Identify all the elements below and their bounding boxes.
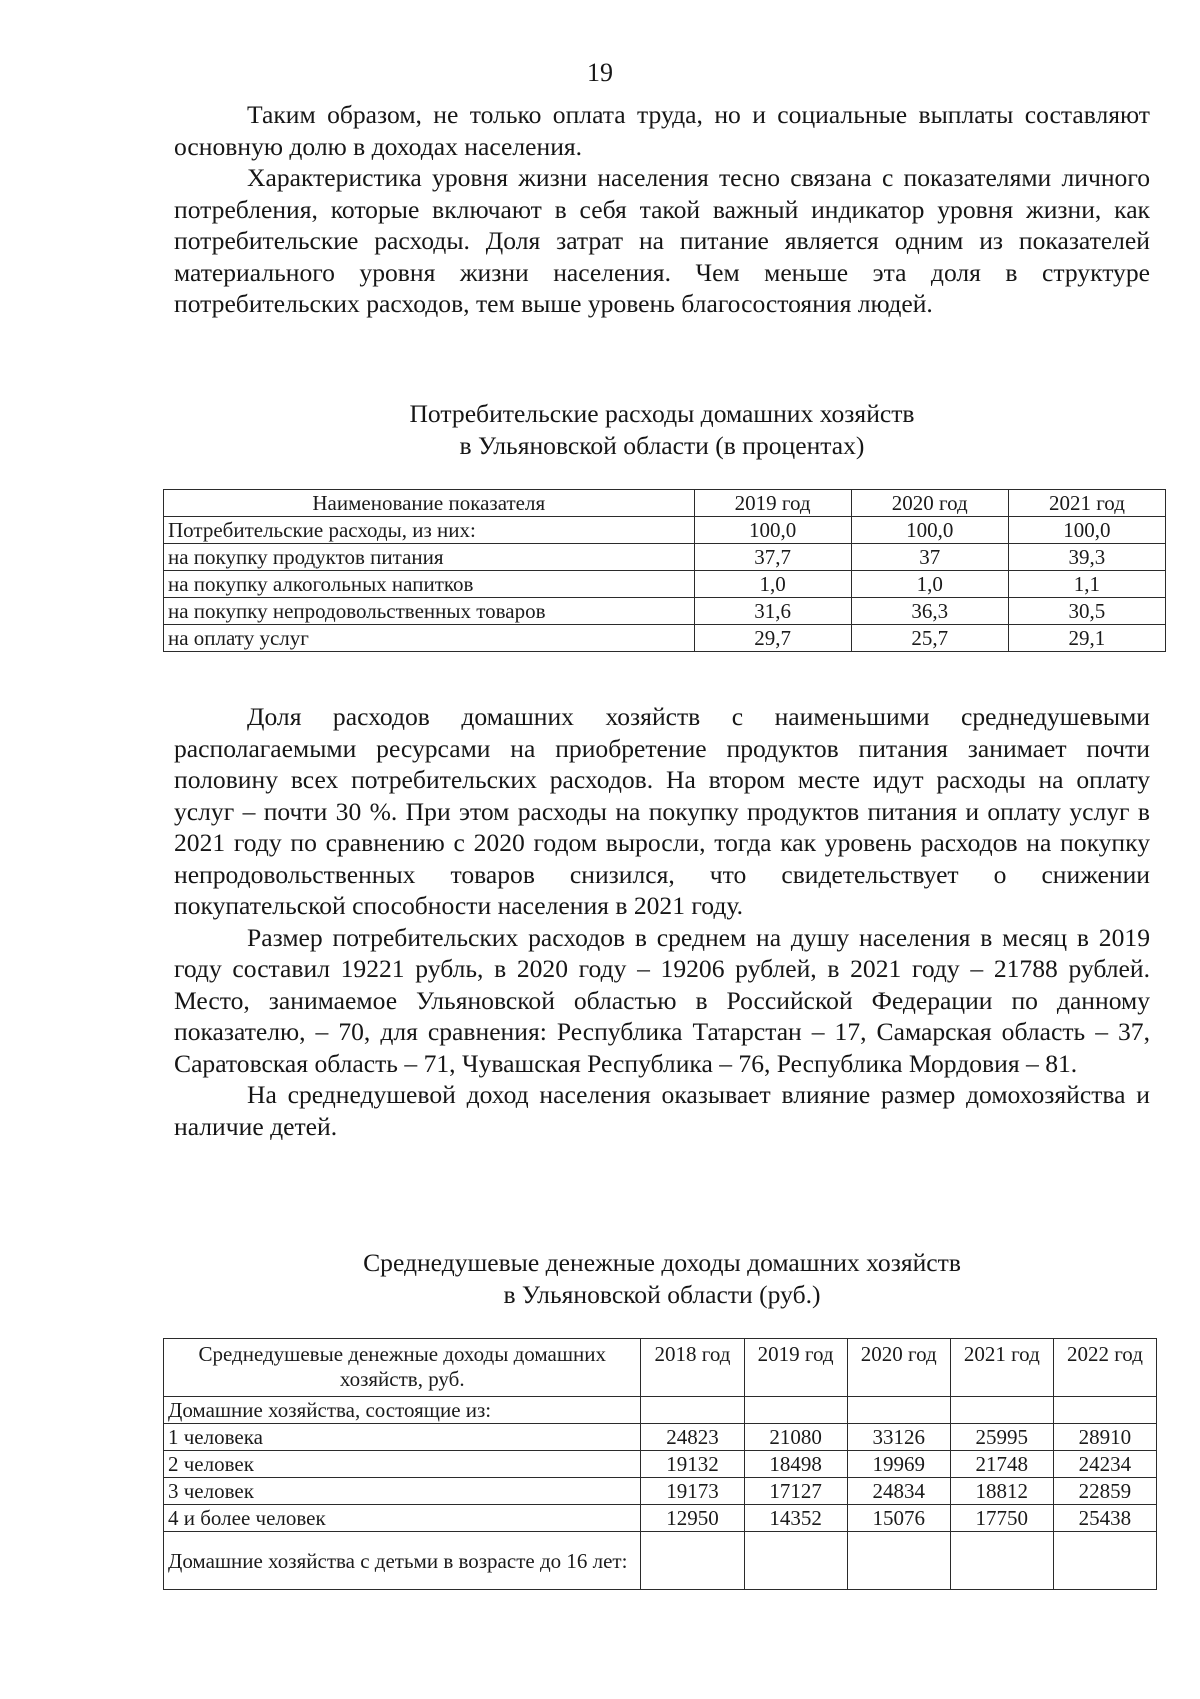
header-cell: 2019 год: [694, 490, 851, 517]
value-cell: 100,0: [851, 517, 1008, 544]
value-cell: 25995: [950, 1424, 1053, 1451]
paragraph: Доля расходов домашних хозяйств с наименьшими среднедушевыми располагаемыми ресурсами на приобретение продуктов питания занимает почти половину всех потребительских расходов. На втором месте идут расходы на оплату услуг – почти 30 %. При этом расходы на покупку продуктов питания и оплату услуг в 2021 году по сравнению с 2020 годом выросли, тогда как уровень расходов на покупку непродовольственных товаров снизился, что свидетельствует о снижении покупательской способности населения в 2021 году.: [174, 702, 1150, 920]
value-cell: 1,0: [694, 571, 851, 598]
header-cell: Наименование показателя: [164, 490, 695, 517]
paragraph: Таким образом, не только оплата труда, но и социальные выплаты составляют основную долю в доходах населения.: [174, 100, 1150, 161]
row-label: Потребительские расходы, из них:: [164, 517, 695, 544]
empty-cell: [950, 1532, 1053, 1590]
per-capita-income-table: [163, 1338, 1157, 1590]
value-cell: 25438: [1053, 1505, 1156, 1532]
value-cell: 37: [851, 544, 1008, 571]
table-group-row: [164, 1397, 1157, 1424]
consumer-expenses-table: [163, 489, 1166, 652]
paragraph: Характеристика уровня жизни населения тесно связана с показателями личного потребления, которые включают в себя такой важный индикатор уровня жизни, как потребительские расходы. Доля затрат на питание является одним из показателей материального уровня жизни населения. Чем меньше эта доля в структуре потребительских расходов, тем выше уровень благосостояния людей.: [174, 163, 1150, 318]
value-cell: 37,7: [694, 544, 851, 571]
value-cell: 100,0: [1008, 517, 1165, 544]
value-cell: 21748: [950, 1451, 1053, 1478]
value-cell: 1,1: [1008, 571, 1165, 598]
value-cell: 30,5: [1008, 598, 1165, 625]
table-row: [164, 1451, 1157, 1478]
value-cell: 1,0: [851, 571, 1008, 598]
header-cell: 2022 год: [1053, 1339, 1156, 1397]
empty-cell: [744, 1532, 847, 1590]
value-cell: 28910: [1053, 1424, 1156, 1451]
value-cell: 18498: [744, 1451, 847, 1478]
empty-cell: [641, 1397, 744, 1424]
table-row: [164, 598, 1166, 625]
value-cell: 17127: [744, 1478, 847, 1505]
row-label: 1 человека: [164, 1424, 641, 1451]
table2-title-line2: в Ульяновской области (руб.): [503, 1280, 821, 1309]
value-cell: 39,3: [1008, 544, 1165, 571]
table-row: [164, 1424, 1157, 1451]
row-label: на покупку непродовольственных товаров: [164, 598, 695, 625]
table1-title-line2: в Ульяновской области (в процентах): [459, 431, 865, 460]
value-cell: 29,1: [1008, 625, 1165, 652]
row-label: 3 человек: [164, 1478, 641, 1505]
table1-caption: [174, 398, 1150, 462]
value-cell: 19969: [847, 1451, 950, 1478]
middle-text: [174, 701, 1150, 1142]
value-cell: 100,0: [694, 517, 851, 544]
table-header-row: [164, 490, 1166, 517]
empty-cell: [847, 1397, 950, 1424]
row-label: на покупку алкогольных напитков: [164, 571, 695, 598]
empty-cell: [950, 1397, 1053, 1424]
value-cell: 24834: [847, 1478, 950, 1505]
table2-caption: [174, 1247, 1150, 1311]
value-cell: 24234: [1053, 1451, 1156, 1478]
table2-title-line1: Среднедушевые денежные доходы домашних хозяйств: [363, 1248, 961, 1277]
value-cell: 25,7: [851, 625, 1008, 652]
value-cell: 24823: [641, 1424, 744, 1451]
header-cell: 2021 год: [950, 1339, 1053, 1397]
table-row: [164, 625, 1166, 652]
table-row: [164, 1478, 1157, 1505]
header-cell: Среднедушевые денежные доходы домашних хозяйств, руб.: [164, 1339, 641, 1397]
empty-cell: [1053, 1397, 1156, 1424]
empty-cell: [1053, 1532, 1156, 1590]
intro-text: [174, 99, 1150, 320]
value-cell: 29,7: [694, 625, 851, 652]
group-label: Домашние хозяйства с детьми в возрасте до 16 лет:: [164, 1532, 641, 1590]
empty-cell: [641, 1532, 744, 1590]
table-row: [164, 571, 1166, 598]
table-row: [164, 544, 1166, 571]
empty-cell: [744, 1397, 847, 1424]
header-cell: 2020 год: [847, 1339, 950, 1397]
value-cell: 12950: [641, 1505, 744, 1532]
header-cell: 2021 год: [1008, 490, 1165, 517]
value-cell: 21080: [744, 1424, 847, 1451]
value-cell: 14352: [744, 1505, 847, 1532]
header-cell: 2018 год: [641, 1339, 744, 1397]
value-cell: 19173: [641, 1478, 744, 1505]
table-row: [164, 517, 1166, 544]
paragraph: На среднедушевой доход населения оказывает влияние размер домохозяйства и наличие детей.: [174, 1080, 1150, 1141]
table1-title-line1: Потребительские расходы домашних хозяйств: [409, 399, 915, 428]
header-cell: 2020 год: [851, 490, 1008, 517]
table-row: [164, 1505, 1157, 1532]
paragraph: Размер потребительских расходов в среднем на душу населения в месяц в 2019 году составил 19221 рубль, в 2020 году – 19206 рублей, в 2021 году – 21788 рублей. Место, занимаемое Ульяновской областью в Российской Федерации по данному показателю, – 70, для сравнения: Республика Татарстан – 17, Самарская область – 37, Саратовская область – 71, Чувашская Республика – 76, Республика Мордовия – 81.: [174, 922, 1150, 1078]
value-cell: 36,3: [851, 598, 1008, 625]
row-label: на оплату услуг: [164, 625, 695, 652]
table-header-row: [164, 1339, 1157, 1397]
page-number: 19: [587, 58, 613, 87]
value-cell: 18812: [950, 1478, 1053, 1505]
value-cell: 19132: [641, 1451, 744, 1478]
empty-cell: [847, 1532, 950, 1590]
row-label: 2 человек: [164, 1451, 641, 1478]
group-label: Домашние хозяйства, состоящие из:: [164, 1397, 641, 1424]
table-group-row: [164, 1532, 1157, 1590]
value-cell: 22859: [1053, 1478, 1156, 1505]
value-cell: 17750: [950, 1505, 1053, 1532]
row-label: 4 и более человек: [164, 1505, 641, 1532]
value-cell: 15076: [847, 1505, 950, 1532]
row-label: на покупку продуктов питания: [164, 544, 695, 571]
value-cell: 31,6: [694, 598, 851, 625]
header-cell: 2019 год: [744, 1339, 847, 1397]
value-cell: 33126: [847, 1424, 950, 1451]
